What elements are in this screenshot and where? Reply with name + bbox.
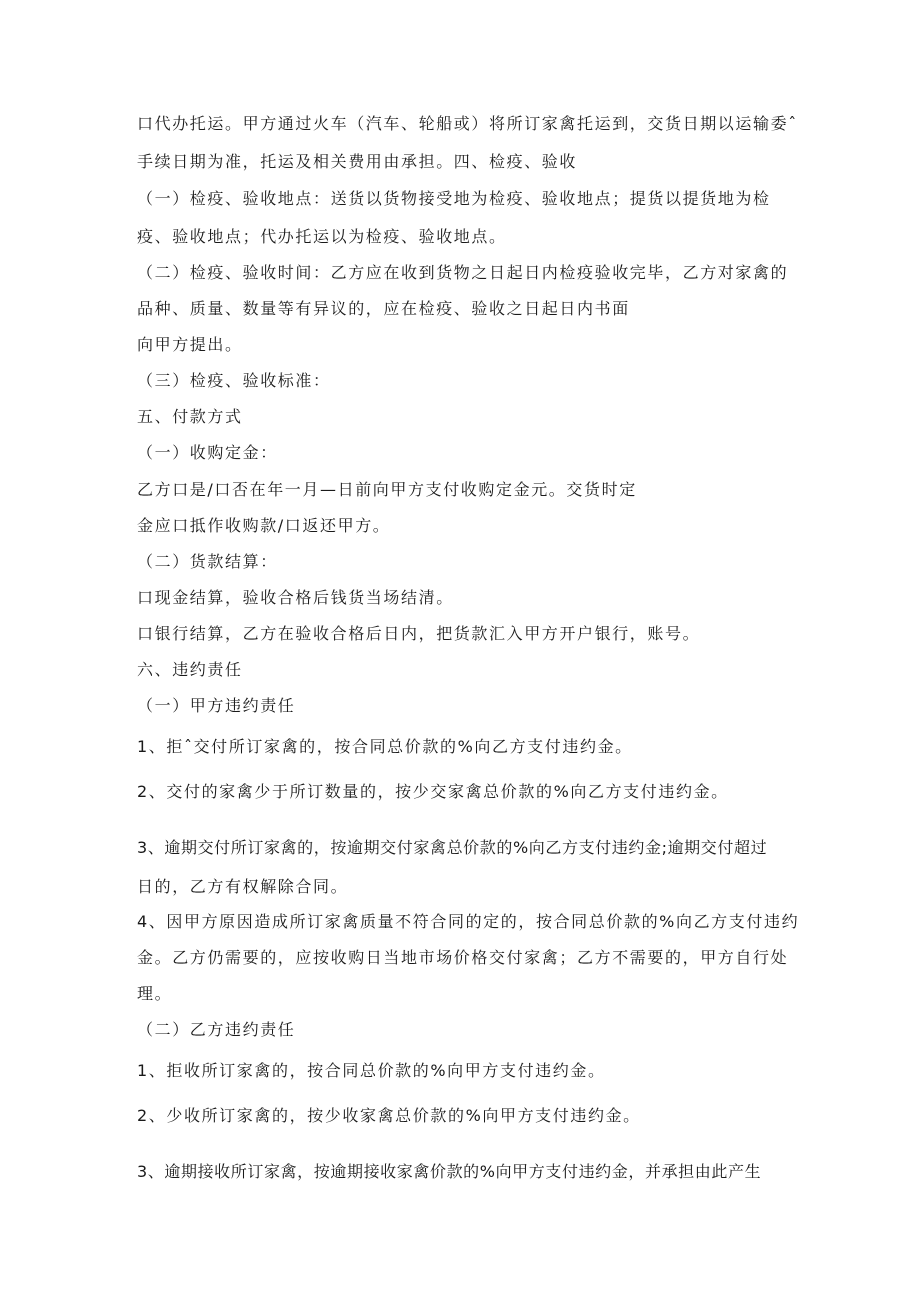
text-line: 1、拒收所订家禽的，按合同总价款的%向甲方支付违约金。 xyxy=(137,1061,606,1080)
text-line: 口现金结算，验收合格后钱货当场结清。 xyxy=(137,588,454,607)
text-line: （三）检疫、验收标准： xyxy=(137,371,331,390)
text-line: 1、拒ˆ交付所订家禽的，按合同总价款的%向乙方支付违约金。 xyxy=(137,737,633,756)
section-heading: 五、付款方式 xyxy=(137,407,243,426)
text-line: 向甲方提出。 xyxy=(137,335,243,354)
text-line: 疫、验收地点；代办托运以为检疫、验收地点。 xyxy=(137,227,507,246)
text-line: 2、交付的家禽少于所订数量的，按少交家禽总价款的%向乙方支付违约金。 xyxy=(137,782,729,801)
text-line: （一）检疫、验收地点：送货以货物接受地为检疫、验收地点；提货以提货地为检 xyxy=(137,189,771,208)
text-line: 口银行结算，乙方在验收合格后日内，把货款汇入甲方开户银行，账号。 xyxy=(137,624,701,643)
text-line: 日的，乙方有权解除合同。 xyxy=(137,877,349,896)
text-line: 4、因甲方原因造成所订家禽质量不符合同的定的，按合同总价款的%向乙方支付违约 xyxy=(137,912,800,931)
text-line: 3、逾期接收所订家禽，按逾期接收家禽价款的%向甲方支付违约金，并承担由此产生 xyxy=(137,1162,762,1181)
text-line: （一）甲方违约责任 xyxy=(137,696,296,715)
text-line: 2、少收所订家禽的，按少收家禽总价款的%向甲方支付违约金。 xyxy=(137,1106,641,1125)
text-line: 金应口抵作收购款/口返还甲方。 xyxy=(137,516,391,535)
text-line: 3、逾期交付所订家禽的，按逾期交付家禽总价款的%向乙方支付违约金;逾期交付超过 xyxy=(137,838,768,857)
text-line: 金。乙方仍需要的，应按收购日当地市场价格交付家禽；乙方不需要的，甲方自行处 xyxy=(137,948,789,967)
text-line: 口代办托运。甲方通过火车（汽车、轮船或）将所订家禽托运到，交货日期以运输委ˆ xyxy=(137,114,798,133)
text-line: （一）收购定金： xyxy=(137,443,278,462)
text-line: 品种、质量、数量等有异议的，应在检疫、验收之日起日内书面 xyxy=(137,299,630,318)
text-line: （二）货款结算： xyxy=(137,552,278,571)
text-line: （二）乙方违约责任 xyxy=(137,1020,296,1039)
text-line: （二）检疫、验收时间：乙方应在收到货物之日起日内检疫验收完毕，乙方对家禽的 xyxy=(137,263,789,282)
section-heading: 六、违约责任 xyxy=(137,660,243,679)
text-line: 手续日期为准，托运及相关费用由承担。四、检疫、验收 xyxy=(137,152,578,171)
text-line: 理。 xyxy=(137,984,173,1003)
text-line: 乙方口是/口否在年一月—日前向甲方支付收购定金元。交货时定 xyxy=(137,480,637,499)
